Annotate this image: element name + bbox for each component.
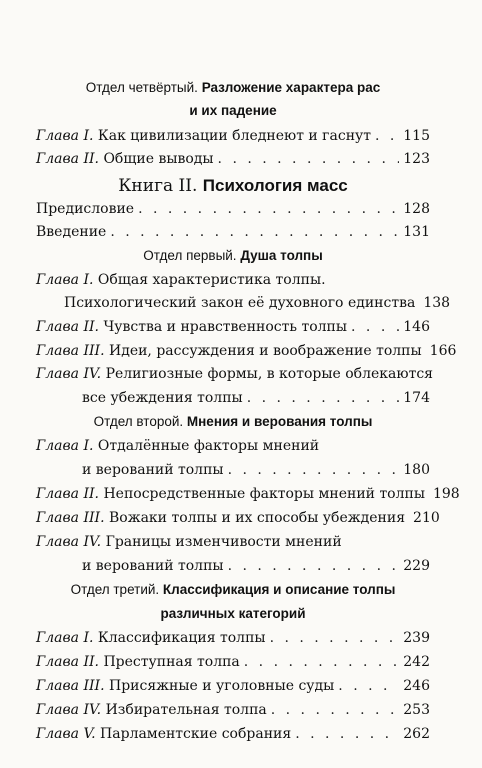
toc-entry[interactable] bbox=[36, 124, 430, 148]
chapter-label: Глава IV. bbox=[36, 366, 102, 382]
toc-entry-line2[interactable] bbox=[36, 458, 430, 482]
toc-entry[interactable] bbox=[36, 650, 430, 674]
chapter-title: Общая характеристика толпы. bbox=[97, 272, 326, 288]
dot-leader bbox=[110, 220, 399, 244]
toc-entry[interactable] bbox=[36, 315, 430, 339]
dot-leader bbox=[375, 124, 399, 148]
section-heading-prefix: Отдел второй. bbox=[93, 414, 184, 429]
page-number: 229 bbox=[403, 558, 430, 574]
section-heading-title-continued: различных категорий bbox=[160, 606, 306, 621]
section-heading-title: Разложение характера рас bbox=[201, 80, 381, 95]
page-number: 146 bbox=[403, 319, 430, 335]
section-heading-title: Мнения и верования толпы bbox=[186, 414, 373, 429]
chapter-label: Глава I. bbox=[36, 630, 94, 646]
toc-entry-line2[interactable] bbox=[36, 554, 430, 578]
dot-leader bbox=[228, 458, 400, 482]
toc-entry[interactable] bbox=[36, 220, 430, 244]
chapter-title: Преступная толпа bbox=[103, 654, 240, 670]
chapter-label: Глава II. bbox=[36, 486, 99, 502]
toc-entry[interactable] bbox=[36, 674, 430, 698]
chapter-title: Религиозные формы, в которые облекаются bbox=[105, 366, 433, 382]
page-number: 138 bbox=[423, 295, 451, 311]
page-number: 128 bbox=[403, 201, 430, 217]
chapter-label: Глава I. bbox=[36, 272, 94, 288]
chapter-label: Глава II. bbox=[36, 654, 99, 670]
chapter-title: Как цивилизации бледнеют и гаснут bbox=[97, 128, 372, 144]
toc-entry[interactable] bbox=[36, 197, 430, 221]
chapter-title-continued: все убеждения толпы bbox=[82, 390, 243, 406]
chapter-title: Вожаки толпы и их способы убеждения bbox=[108, 510, 406, 526]
page-number: 253 bbox=[403, 702, 430, 718]
toc-entry-line1[interactable] bbox=[36, 268, 430, 292]
toc-entry[interactable] bbox=[36, 339, 457, 363]
chapter-title: Отдалённые факторы мнений bbox=[97, 438, 320, 454]
page-number: 131 bbox=[403, 224, 430, 240]
chapter-title-continued: Психологический закон её духовного единства bbox=[64, 295, 416, 311]
book-title-prefix: Книга II. bbox=[118, 176, 198, 196]
toc-entry-line1[interactable] bbox=[36, 434, 430, 458]
chapter-label: Глава III. bbox=[36, 343, 105, 359]
section-heading-continued bbox=[36, 602, 430, 626]
toc-entry-line2[interactable] bbox=[36, 386, 430, 410]
toc-entry-line2[interactable] bbox=[36, 291, 451, 315]
chapter-title: Классификация толпы bbox=[97, 630, 266, 646]
page-number: 123 bbox=[403, 151, 430, 167]
chapter-title: Парламентские собрания bbox=[100, 726, 292, 742]
dot-leader bbox=[228, 554, 400, 578]
chapter-label: Глава IV. bbox=[36, 534, 102, 550]
page-number: 166 bbox=[429, 343, 457, 359]
toc-entry-line1[interactable] bbox=[36, 530, 430, 554]
book-title-name: Психология масс bbox=[202, 176, 348, 195]
page-number: 174 bbox=[403, 390, 430, 406]
toc-entry[interactable] bbox=[36, 482, 460, 506]
page-number: 115 bbox=[403, 128, 430, 144]
dot-leader bbox=[295, 722, 399, 746]
chapter-label: Глава I. bbox=[36, 438, 94, 454]
section-heading-title: Классификация и описание толпы bbox=[162, 582, 396, 597]
section-heading-title-continued: и их падение bbox=[189, 103, 277, 118]
dot-leader bbox=[338, 674, 399, 698]
dot-leader bbox=[218, 147, 400, 171]
chapter-label: Глава III. bbox=[36, 510, 105, 526]
dot-leader bbox=[138, 197, 399, 221]
toc-entry[interactable] bbox=[36, 722, 430, 746]
chapter-label: Глава V. bbox=[36, 726, 96, 742]
chapter-title: Идеи, рассуждения и воображение толпы bbox=[108, 343, 422, 359]
toc-entry[interactable] bbox=[36, 626, 430, 650]
chapter-label: Глава III. bbox=[36, 678, 105, 694]
chapter-title: Чувства и нравственность толпы bbox=[103, 319, 348, 335]
section-heading-prefix: Отдел четвёртый. bbox=[85, 80, 198, 95]
book-title bbox=[36, 172, 430, 200]
chapter-title: Избирательная толпа bbox=[105, 702, 267, 718]
chapter-label: Глава II. bbox=[36, 151, 99, 167]
toc-entry-line1[interactable] bbox=[36, 362, 433, 386]
page-number: 242 bbox=[403, 654, 430, 670]
toc-entry[interactable] bbox=[36, 506, 440, 530]
chapter-title: Присяжные и уголовные суды bbox=[108, 678, 335, 694]
toc-entry[interactable] bbox=[36, 698, 430, 722]
chapter-label: Глава II. bbox=[36, 319, 99, 335]
chapter-title-continued: и верований толпы bbox=[82, 558, 224, 574]
chapter-title: Общие выводы bbox=[103, 151, 214, 167]
chapter-title: Предисловие bbox=[36, 201, 135, 217]
page-number: 198 bbox=[432, 486, 460, 502]
page-number: 239 bbox=[403, 630, 430, 646]
section-heading bbox=[36, 76, 430, 100]
section-heading-prefix: Отдел первый. bbox=[143, 248, 237, 263]
section-heading bbox=[36, 410, 430, 434]
chapter-title: Непосредственные факторы мнений толпы bbox=[103, 486, 425, 502]
dot-leader bbox=[270, 626, 400, 650]
chapter-label: Глава IV. bbox=[36, 702, 102, 718]
section-heading-title: Душа толпы bbox=[240, 248, 323, 263]
dot-leader bbox=[351, 315, 399, 339]
section-heading bbox=[36, 244, 430, 268]
chapter-title: Введение bbox=[36, 224, 107, 240]
section-heading bbox=[36, 578, 430, 602]
page-number: 210 bbox=[413, 510, 440, 526]
dot-leader bbox=[244, 650, 399, 674]
dot-leader bbox=[271, 698, 400, 722]
page-number: 180 bbox=[403, 462, 430, 478]
page-number: 246 bbox=[403, 678, 430, 694]
chapter-label: Глава I. bbox=[36, 128, 94, 144]
section-heading-prefix: Отдел третий. bbox=[70, 582, 160, 597]
toc-entry[interactable] bbox=[36, 147, 430, 171]
section-heading-continued bbox=[36, 99, 430, 123]
chapter-title-continued: и верований толпы bbox=[82, 462, 224, 478]
chapter-title: Границы изменчивости мнений bbox=[105, 534, 342, 550]
page-number: 262 bbox=[403, 726, 430, 742]
dot-leader bbox=[247, 386, 400, 410]
